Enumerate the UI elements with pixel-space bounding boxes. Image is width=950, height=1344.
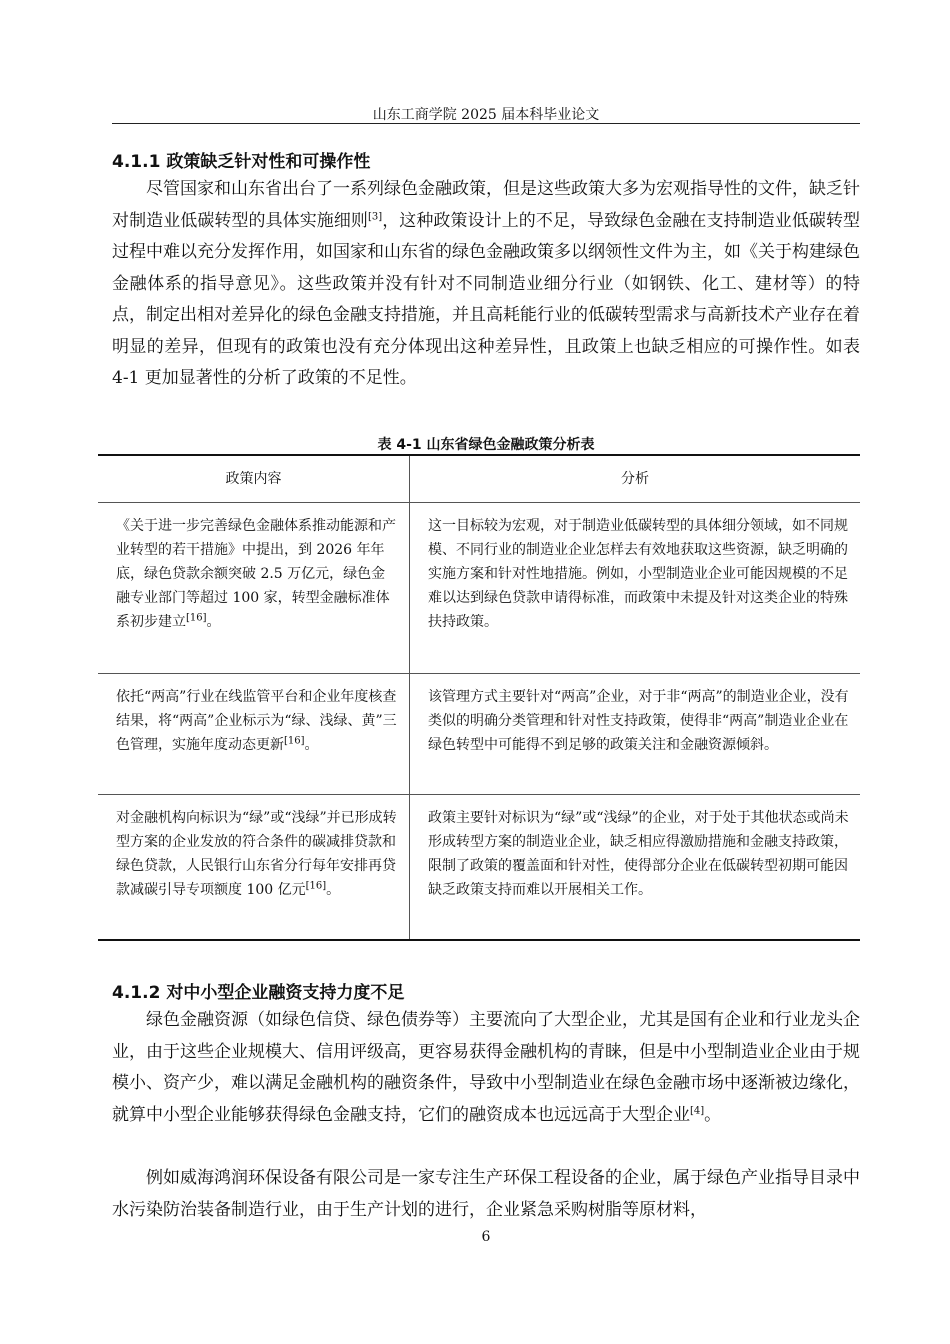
table-row <box>98 503 860 674</box>
section-heading-4-1-2: 4.1.2 对中小型企业融资支持力度不足 <box>112 983 405 1003</box>
table-row <box>98 674 860 795</box>
page-header: 山东工商学院 2025 届本科毕业论文 <box>372 107 600 123</box>
policy-analysis-table <box>98 454 860 941</box>
policy-text: 《关于进一步完善绿色金融体系推动能源和产业转型的若干措施》中提出，到 2026 年年底，绿色贷款余额突破 2.5 万亿元，绿色金融专业部门等超过 100 家，转型金融标准体系初步建立 <box>116 518 396 630</box>
section-paragraph <box>112 174 860 395</box>
section-heading-4-1-1: 4.1.1 政策缺乏针对性和可操作性 <box>112 152 371 172</box>
analysis-cell: 这一目标较为宏观，对于制造业低碳转型的具体细分领域，如不同规模、不同行业的制造业企业怎样去有效地获取这些资源，缺乏明确的实施方案和针对性地措施。例如，小型制造业企业可能因规模的不足难以达到绿色贷款申请得标准，而政策中未提及针对这类企业的特殊扶持政策。 <box>410 503 861 674</box>
table-header-row <box>98 455 860 503</box>
text-run: 。 <box>704 1104 722 1125</box>
page-number: 6 <box>481 1229 491 1245</box>
policy-cell <box>98 503 410 674</box>
policy-text: 对金融机构向标识为“绿”或“浅绿”并已形成转型方案的企业发放的符合条件的碳减排贷款和绿色贷款，人民银行山东省分行每年安排再贷款减碳引导专项额度 100 亿元 <box>116 810 397 898</box>
citation: [3] <box>368 210 383 222</box>
column-header-analysis: 分析 <box>410 455 861 503</box>
citation: [16] <box>284 735 305 747</box>
policy-cell <box>98 674 410 795</box>
section-paragraph: 例如威海鸿润环保设备有限公司是一家专注生产环保工程设备的企业，属于绿色产业指导目录中水污染防治装备制造行业，由于生产计划的进行，企业紧急采购树脂等原材料， <box>112 1168 860 1220</box>
column-header-policy: 政策内容 <box>98 455 410 503</box>
text-run: 绿色金融资源（如绿色信贷、绿色债券等）主要流向了大型企业，尤其是国有企业和行业龙头企业，由于这些企业规模大、信用评级高，更容易获得金融机构的青睐，但是中小型制造业企业由于规模小、资产少，难以满足金融机构的融资条件，导致中小型制造业在绿色金融市场中逐渐被边缘化，就算中小型企业能够获得绿色金融支持，它们的融资成本也远远高于大型企业 <box>112 1010 860 1125</box>
policy-text-tail: 。 <box>326 882 341 898</box>
citation: [4] <box>690 1104 705 1116</box>
citation: [16] <box>305 880 327 892</box>
text-run: ，这种政策设计上的不足，导致绿色金融在支持制造业低碳转型过程中难以充分发挥作用，如国家和山东省的绿色金融政策多以纲领性文件为主，如《关于构建绿色金融体系的指导意见》。这些政策并没有针对不同制造业细分行业（如钢铁、化工、建材等）的特点，制定出相对差异化的绿色金融支持措施，并且高耗能行业的低碳转型需求与高新技术产业存在着明显的差异，但现有的政策也没有充分体现出这种差异性，且政策上也缺乏相应的可操作性。如表 4-1 更加显著性的分析了政策的不足性。 <box>112 210 861 388</box>
table-caption: 表 4-1 山东省绿色金融政策分析表 <box>377 437 595 453</box>
table-row <box>98 795 860 940</box>
section-paragraph <box>112 1005 860 1131</box>
policy-text: 依托“两高”行业在线监管平台和企业年度核查结果，将“两高”企业标示为“绿、浅绿、黄”三色管理，实施年度动态更新 <box>116 689 397 753</box>
policy-text-tail: 。 <box>304 737 319 753</box>
header-rule <box>112 123 860 124</box>
text-run: 尽管国家和山东省出台了一系列绿色金融政策，但是这些政策大多为宏观指导性的文件，缺乏针对制造业低碳转型的具体实施细则 <box>112 179 860 231</box>
citation: [16] <box>186 612 207 624</box>
policy-text-tail: 。 <box>206 614 221 630</box>
analysis-cell: 政策主要针对标识为“绿”或“浅绿”的企业，对于处于其他状态或尚未形成转型方案的制造业企业，缺乏相应得激励措施和金融支持政策，限制了政策的覆盖面和针对性，使得部分企业在低碳转型初期可能因缺乏政策支持而难以开展相关工作。 <box>428 810 849 898</box>
policy-cell <box>98 795 410 940</box>
analysis-cell: 该管理方式主要针对“两高”企业，对于非“两高”的制造业企业，没有类似的明确分类管理和针对性支持政策，使得非“两高”制造业企业在绿色转型中可能得不到足够的政策关注和金融资源倾斜。 <box>410 674 861 795</box>
